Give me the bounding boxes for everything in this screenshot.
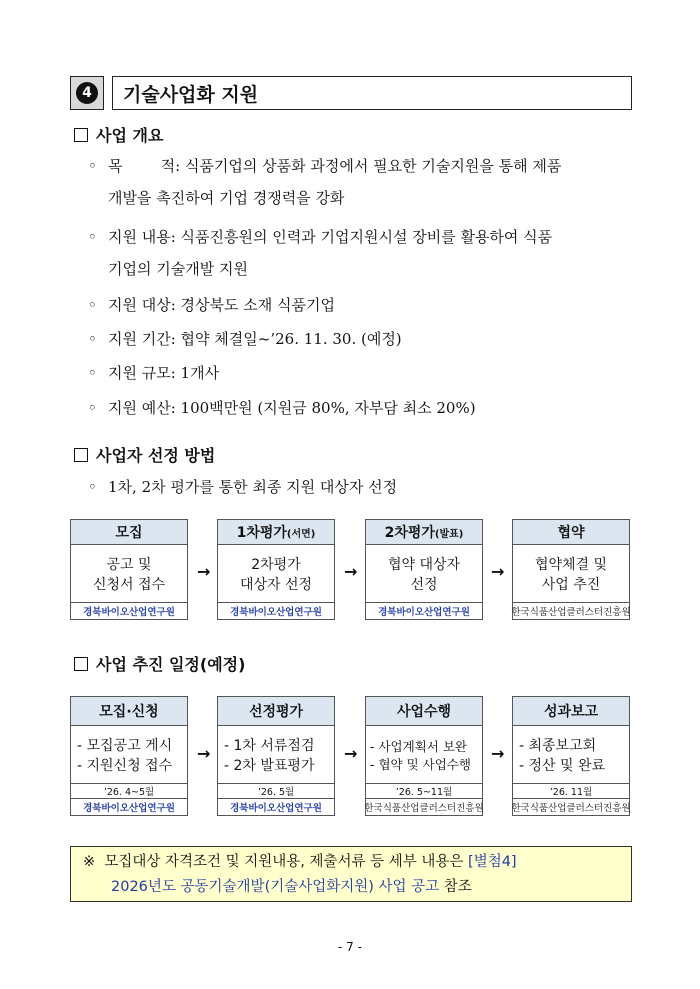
step-date: ’26. 5~11월 [365, 784, 483, 799]
overview-item: ◦ 지원 대상: 경상북도 소재 식품기업 [88, 289, 634, 321]
step-title: 2차평가 (발표) [365, 519, 483, 545]
selection-flow [70, 519, 630, 624]
reference-mark-icon: ※ [83, 854, 96, 870]
arrow-right-icon: → [344, 562, 358, 581]
step-body: - 1차 서류점검 - 2차 발표평가 [217, 726, 335, 784]
step-body: 협약체결 및 사업 추진 [512, 545, 630, 603]
step-date: ’26. 4~5월 [70, 784, 188, 799]
overview-item: ◦ 지원 규모: 1개사 [88, 357, 634, 389]
overview-item: ◦ 지원 예산: 100백만원 (지원금 80%, 자부담 최소 20%) [88, 392, 634, 424]
step-org: 한국식품산업클러스터진흥원 [365, 799, 483, 816]
step-title: 모집 [70, 519, 188, 545]
arrow-right-icon: → [344, 744, 358, 763]
step-title: 1차평가 (서면) [217, 519, 335, 545]
step-org: 경북바이오산업연구원 [217, 603, 335, 620]
schedule-step [217, 696, 335, 816]
overview-item: ◦ 지원 내용: 식품진흥원의 인력과 기업지원시설 장비를 활용하여 식품 기업의 기술개발 지원 [88, 221, 634, 285]
checkbox-square-icon [74, 657, 88, 671]
notice-box [70, 846, 632, 902]
flow-step [217, 519, 335, 620]
step-body: 2차평가 대상자 선정 [217, 545, 335, 603]
arrow-right-icon: → [491, 562, 505, 581]
arrow-right-icon: → [197, 562, 211, 581]
bullet-icon: ◦ [88, 157, 97, 175]
notice-line-1: ※ 모집대상 자격조건 및 지원내용, 제출서류 등 세부 내용은 [별첨4] [83, 854, 517, 870]
step-date: ’26. 5월 [217, 784, 335, 799]
flow-step [70, 519, 188, 620]
step-body: 공고 및 신청서 접수 [70, 545, 188, 603]
bullet-icon: ◦ [88, 364, 97, 382]
step-title: 협약 [512, 519, 630, 545]
arrow-right-icon: → [491, 744, 505, 763]
announcement-title: 2026년도 공동기술개발(기술사업화지원) 사업 공고 [111, 879, 440, 895]
step-org: 한국식품산업클러스터진흥원 [512, 799, 630, 816]
step-body: - 사업계획서 보완 - 협약 및 사업수행 [365, 726, 483, 784]
page-number: - 7 - [338, 940, 362, 954]
schedule-heading: 사업 추진 일정(예정) [74, 652, 245, 675]
bullet-icon: ◦ [88, 330, 97, 348]
overview-heading: 사업 개요 [74, 123, 163, 146]
attachment-reference: [별첨4] [468, 854, 517, 870]
step-org: 경북바이오산업연구원 [70, 799, 188, 816]
schedule-flow [70, 696, 630, 818]
bullet-icon: ◦ [88, 228, 97, 246]
schedule-step [365, 696, 483, 816]
step-title: 선정평가 [217, 696, 335, 726]
overview-item: ◦ 목 적: 식품기업의 상품화 과정에서 필요한 기술지원을 통해 제품 개발을 촉진하여 기업 경쟁력을 강화 [88, 150, 634, 214]
bullet-icon: ◦ [88, 399, 97, 417]
selection-heading: 사업자 선정 방법 [74, 443, 215, 466]
step-title: 모집·신청 [70, 696, 188, 726]
step-date: ’26. 11월 [512, 784, 630, 799]
checkbox-square-icon [74, 448, 88, 462]
checkbox-square-icon [74, 128, 88, 142]
bullet-icon: ◦ [88, 478, 97, 496]
step-org: 경북바이오산업연구원 [217, 799, 335, 816]
notice-line-2: 2026년도 공동기술개발(기술사업화지원) 사업 공고 참조 [111, 879, 472, 895]
section-number: 4 [76, 82, 98, 104]
arrow-right-icon: → [197, 744, 211, 763]
flow-step [512, 519, 630, 620]
schedule-step [70, 696, 188, 816]
step-org: 한국식품산업클러스터진흥원 [512, 603, 630, 620]
section-title: 기술사업화 지원 [112, 76, 632, 110]
flow-step [365, 519, 483, 620]
overview-item: ◦ 지원 기간: 협약 체결일~’26. 11. 30. (예정) [88, 323, 634, 355]
step-body: 협약 대상자 선정 [365, 545, 483, 603]
step-title: 성과보고 [512, 696, 630, 726]
step-org: 경북바이오산업연구원 [365, 603, 483, 620]
step-body: - 최종보고회 - 정산 및 완료 [512, 726, 630, 784]
section-header [70, 76, 632, 110]
step-body: - 모집공고 게시 - 지원신청 접수 [70, 726, 188, 784]
selection-item: ◦ 1차, 2차 평가를 통한 최종 지원 대상자 선정 [88, 471, 634, 503]
section-number-box [70, 76, 104, 110]
step-org: 경북바이오산업연구원 [70, 603, 188, 620]
step-title: 사업수행 [365, 696, 483, 726]
bullet-icon: ◦ [88, 296, 97, 314]
schedule-step [512, 696, 630, 816]
